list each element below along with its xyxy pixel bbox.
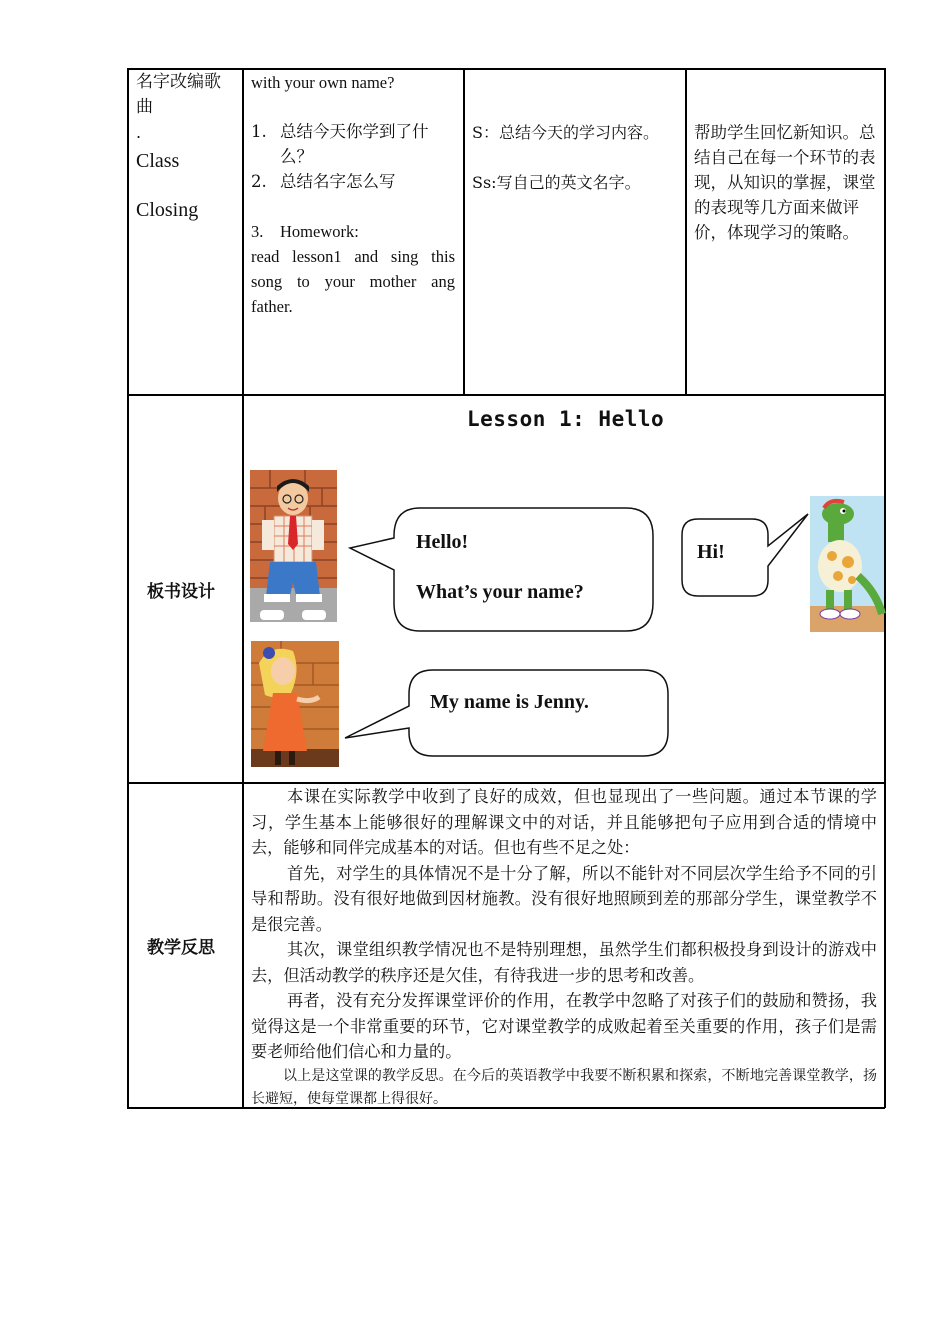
- intent-text: 帮助学生回忆新知识。总结自己在每一个环节的表现，从知识的掌握，课堂的表现等几方面来做评价，体现学习的策略。: [694, 123, 876, 242]
- column-divider-2: [463, 68, 465, 394]
- reflection-text: [251, 784, 877, 1111]
- student-line2: Ss:写自己的英文名字。: [472, 173, 641, 192]
- bubble-girl-text: My name is Jenny.: [430, 691, 589, 713]
- bubble-boy-line2: What’s your name?: [416, 581, 584, 603]
- row1-student-cell: [472, 120, 682, 195]
- column-divider-1: [242, 68, 244, 1108]
- board-design-label: 板书设计: [147, 582, 215, 602]
- boy-character-image: [250, 470, 337, 622]
- reflection-paragraph-3: 其次，课堂组织教学情况也不是特别理想，虽然学生们都积极投身到设计的游戏中去，但活动教学的秩序还是欠佳，有待我进一步的思考和改善。: [251, 940, 877, 985]
- teaching-reflection-label: 教学反思: [147, 938, 215, 958]
- step-name-line2: 曲: [136, 97, 153, 117]
- row1-teacher-cell: [251, 70, 455, 319]
- column-divider-3: [685, 68, 687, 394]
- list-item: 2. 总结名字怎么写: [251, 172, 396, 191]
- dinosaur-character-image: [810, 496, 884, 632]
- teacher-line-top: with your own name?: [251, 73, 395, 92]
- step-class: Class: [136, 150, 180, 172]
- reflection-paragraph-4: 再者，没有充分发挥课堂评价的作用，在教学中忽略了对孩子们的鼓励和赞扬，我觉得这是一个非常重要的环节，它对课堂教学的成败起着至关重要的作用，孩子们是需要老师给他们信心和力量的。: [251, 991, 877, 1061]
- student-line1: S：总结今天的学习内容。: [472, 123, 659, 142]
- reflection-closing: 以上是这堂课的教学反思。在今后的英语教学中我要不断积累和探索，不断地完善课堂教学，扬长避短，使每堂课都上得很好。: [251, 1067, 877, 1107]
- lesson-title: Lesson 1: Hello: [467, 407, 665, 431]
- girl-character-image: [251, 641, 339, 767]
- reflection-paragraph-2: 首先，对学生的具体情况不是十分了解，所以不能针对不同层次学生给予不同的引导和帮助。没有很好地做到因材施教。没有很好地照顾到差的那部分学生，课堂教学不是很完善。: [251, 863, 877, 934]
- speech-bubble-boy: [348, 506, 656, 634]
- step-dot: .: [136, 123, 142, 142]
- teacher-activity-list: [251, 119, 455, 244]
- homework-text: read lesson1 and sing this song to your mother ang father.: [251, 247, 455, 316]
- step-closing: Closing: [136, 199, 199, 221]
- table-border-top: [127, 68, 885, 70]
- bubble-dino-text: Hi!: [697, 541, 725, 563]
- row1-intent-cell: [694, 120, 878, 245]
- step-name-line1: 名字改编歌: [136, 72, 221, 92]
- table-border-left: [127, 68, 129, 1108]
- list-item: 1. 总结今天你学到了什么？: [251, 122, 429, 166]
- table-border-right: [884, 68, 886, 1108]
- reflection-paragraph-1: 本课在实际教学中收到了良好的成效，但也显现出了一些问题。通过本节课的学习，学生基本上能够很好的理解课文中的对话，并且能够把句子应用到合适的情境中去，能够和同伴完成基本的对话。但也有些不足之处：: [251, 787, 877, 857]
- bubble-boy-line1: Hello!: [416, 531, 469, 553]
- list-item: 3. Homework:: [251, 222, 359, 241]
- row-divider-1: [127, 394, 885, 396]
- row1-step-cell: [136, 70, 238, 223]
